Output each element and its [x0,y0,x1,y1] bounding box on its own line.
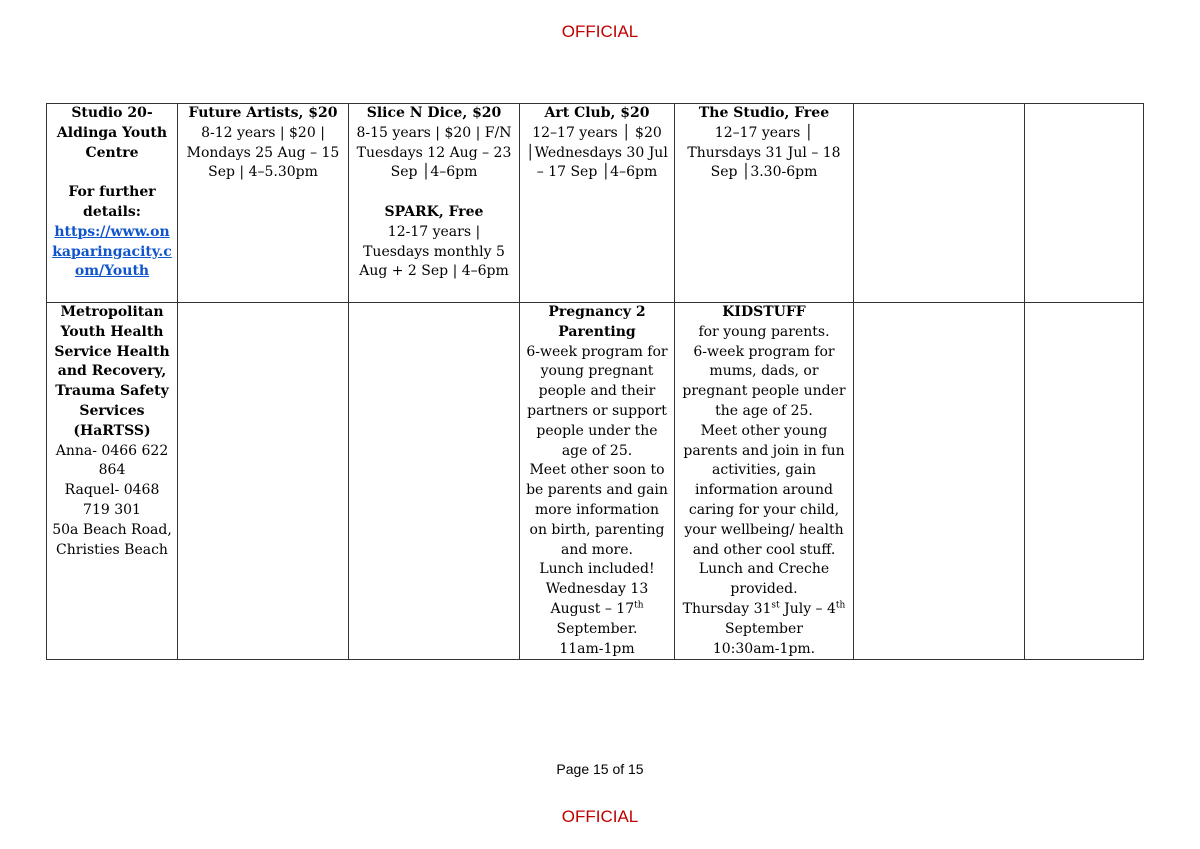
table-row [47,303,1144,660]
program-details: 8-15 years | $20 | F/N Tuesdays 12 Aug – 23 Sep │4–6pm [356,124,512,181]
table-row [47,104,1144,303]
program-cell [520,104,675,303]
venue-cell [47,104,178,303]
empty-cell [854,303,1025,660]
program-dates: Wednesday 13 August – 17th September. [545,581,649,637]
program-cell [349,104,520,303]
program-title: The Studio, Free [698,105,830,121]
program-time: 10:30am-1pm. [712,640,816,657]
program-description: Meet other young parents and join in fun activities, gain information around caring for your child, your wellbeing/ health and other cool stuff. [683,422,845,558]
program-title: SPARK, Free [384,203,484,220]
empty-cell [1025,104,1144,303]
official-header: OFFICIAL [561,22,639,41]
program-description: 6-week program for young pregnant people and their partners or support people under the age of 25. [526,343,668,459]
program-dates: Thursday 31st July – 4th September [682,600,846,637]
program-cell [675,303,854,660]
program-title: KIDSTUFF [722,304,806,320]
venue-title: Studio 20-Aldinga Youth Centre [56,105,168,161]
program-description: Meet other soon to be parents and gain more information on birth, parenting and more. [526,462,668,558]
empty-cell [1025,303,1144,660]
program-cell [520,303,675,660]
program-title: Future Artists, $20 [188,105,338,121]
program-details: 12–17 years │ Thursdays 31 Jul – 18 Sep │3.30-6pm [687,124,841,181]
program-description: 6-week program for mums, dads, or pregnant people under the age of 25. [682,343,846,419]
program-cell [178,104,349,303]
empty-cell [178,303,349,660]
program-cell [675,104,854,303]
program-details: 12-17 years | Tuesdays monthly 5 Aug + 2 Sep | 4–6pm [359,223,509,280]
program-lunch: Lunch included! [539,561,655,578]
program-details: 12–17 years │ $20 │Wednesdays 30 Jul – 17 Sep │4–6pm [526,124,668,181]
page-number: Page 15 of 15 [556,761,644,777]
official-footer: OFFICIAL [561,807,639,826]
further-details-label: For further details: [68,184,156,220]
venue-title: Metropolitan Youth Health Service Health and Recovery, Trauma Safety Services (HaRTSS) [54,304,170,439]
program-time: 11am-1pm [559,640,635,657]
program-table [46,103,1144,660]
program-details: 8-12 years | $20 | Mondays 25 Aug – 15 Sep | 4–5.30pm [186,124,340,181]
program-subtitle: for young parents. [698,323,830,340]
empty-cell [854,104,1025,303]
program-title: Slice N Dice, $20 [366,105,502,121]
program-title: Pregnancy 2 Parenting [548,304,646,340]
venue-cell [47,303,178,660]
empty-cell [349,303,520,660]
venue-address: 50a Beach Road, Christies Beach [52,521,172,558]
program-lunch: Lunch and Creche provided. [698,561,830,598]
youth-link[interactable]: https://www.onkaparingacity.com/Youth [52,223,172,280]
contact-raquel: Raquel- 0468 719 301 [64,482,160,518]
contact-anna: Anna- 0466 622 864 [55,442,169,479]
program-title: Art Club, $20 [544,105,650,121]
